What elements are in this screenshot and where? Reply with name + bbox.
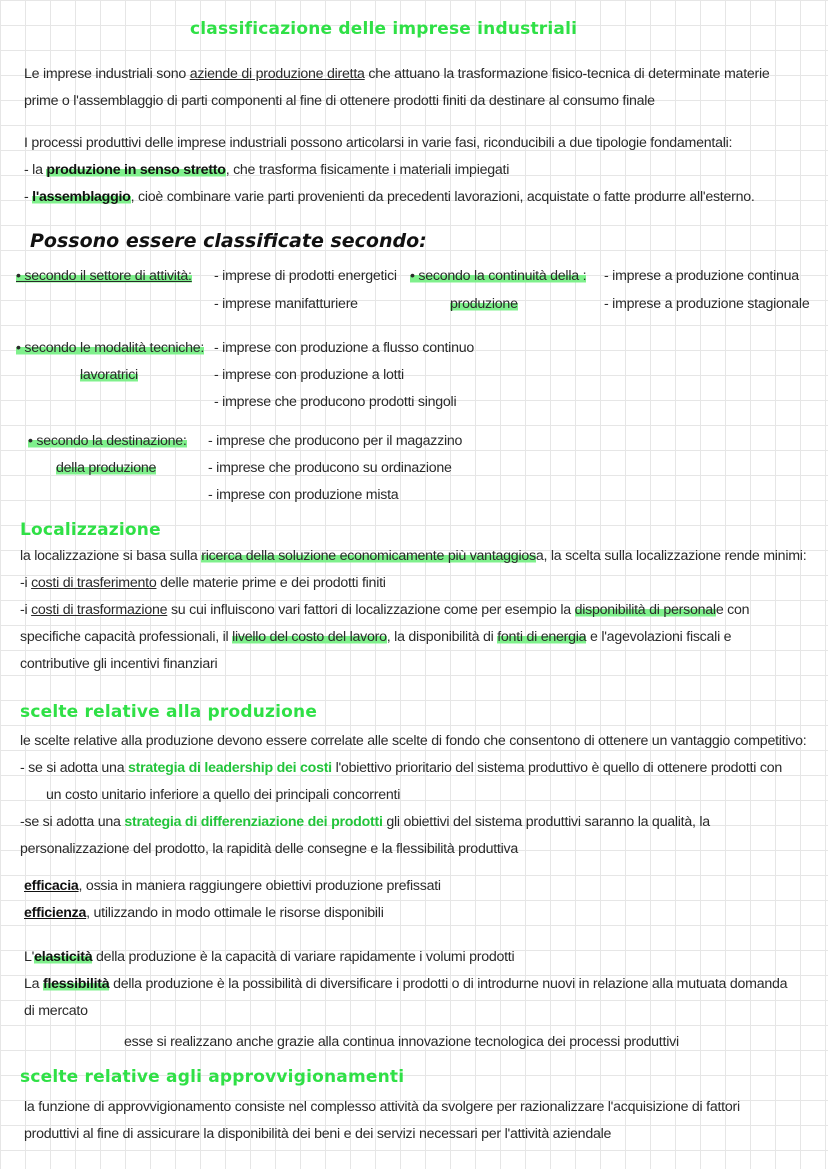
- efficienza-line: [24, 905, 384, 921]
- destinazione-item-1: - imprese che producono per il magazzino: [208, 433, 463, 449]
- text: della produzione è la capacità di variare rapidamente i volumi prodotti: [92, 949, 515, 965]
- highlighted-term: elasticità: [34, 949, 93, 965]
- bold-term: efficienza: [24, 905, 87, 921]
- classification-heading: Possono essere classificate secondo:: [30, 230, 427, 252]
- localizzazione-line-2: [20, 575, 386, 591]
- approvvigionamenti-heading: scelte relative agli approvvigionamenti: [20, 1067, 405, 1087]
- text: -: [24, 189, 33, 205]
- text: che attuano la trasformazione fisico-tecnica di determinate materie: [364, 66, 770, 82]
- produzione-line-5: personalizzazione del prodotto, la rapidità delle consegne e la flessibilità produttiva: [20, 841, 518, 857]
- approvvigionamenti-line-1: la funzione di approvvigionamento consiste nel complesso attività da svolgere per razionalizzare l'acquisizione di fattori: [24, 1099, 740, 1115]
- text: , ossia in maniera raggiungere obiettivi produzione prefissati: [78, 878, 441, 894]
- modalita-label: [16, 340, 204, 356]
- highlighted-term: • secondo la continuità della :: [410, 268, 587, 284]
- produzione-line-4: [20, 814, 710, 830]
- localizzazione-line-4: [20, 629, 731, 645]
- page-title: classificazione delle imprese industriali: [190, 19, 578, 39]
- text: - se si adotta una: [20, 760, 129, 776]
- efficacia-line: [24, 878, 441, 894]
- highlighted-term: • secondo le modalità tecniche:: [16, 340, 205, 356]
- highlighted-term: fonti di energia: [497, 629, 587, 645]
- text: -i: [20, 602, 32, 618]
- intro-line-2: prime o l'assemblaggio di parti componenti al fine di ottenere prodotti finiti da destinare al consumo finale: [24, 93, 655, 109]
- continuita-label-2: [450, 296, 518, 312]
- intro-line-1: [24, 66, 770, 82]
- continuita-label: [410, 268, 586, 284]
- green-term: strategia di differenziazione dei prodotti: [124, 814, 383, 830]
- elasticita-line: [24, 949, 514, 965]
- modalita-item-1: - imprese con produzione a flusso continuo: [214, 340, 475, 356]
- text: gli obiettivi del sistema produttivi saranno la qualità, la: [382, 814, 710, 830]
- text: , utilizzando in modo ottimale le risorse disponibili: [86, 905, 384, 921]
- highlighted-term: livello del costo del lavoro: [232, 629, 387, 645]
- flessibilita-line-2: di mercato: [24, 1003, 88, 1019]
- destinazione-item-2: - imprese che producono su ordinazione: [208, 460, 452, 476]
- highlighted-term: lavoratrici: [80, 367, 138, 383]
- green-term: strategia di leadership dei costi: [128, 760, 332, 776]
- text: su cui influiscono vari fattori di localizzazione come per esempio la: [167, 602, 575, 618]
- produzione-line-1: le scelte relative alla produzione devono essere correlate alle scelte di fondo che consentono di ottenere un vantaggio competitivo:: [20, 733, 807, 749]
- text: la localizzazione si basa sulla: [20, 548, 202, 564]
- text: Le imprese industriali sono: [24, 66, 190, 82]
- processi-line-1: I processi produttivi delle imprese industriali possono articolarsi in varie fasi, riconducibili a due tipologie fondamentali:: [24, 135, 733, 151]
- text: a, la scelta sulla localizzazione rende minimi:: [535, 548, 807, 564]
- highlighted-term: produzione: [450, 296, 518, 312]
- localizzazione-line-3: [20, 602, 749, 618]
- text: , cioè combinare varie parti provenienti da precedenti lavorazioni, acquistate o fatte produrre all'esterno.: [130, 189, 755, 205]
- text: e con: [715, 602, 750, 618]
- produzione-line-2: [20, 760, 782, 776]
- modalita-item-2: - imprese con produzione a lotti: [214, 367, 404, 383]
- destinazione-item-3: - imprese con produzione mista: [208, 487, 399, 503]
- text: -se si adotta una: [20, 814, 125, 830]
- destinazione-label-2: [56, 460, 156, 476]
- localizzazione-line-5: contributive gli incentivi finanziari: [20, 656, 218, 672]
- highlighted-term: disponibilità di personal: [574, 602, 716, 618]
- destinazione-label: [28, 433, 187, 449]
- text: L': [24, 949, 35, 965]
- text: e l'agevolazioni fiscali e: [586, 629, 732, 645]
- modalita-label-2: [80, 367, 138, 383]
- text: La: [24, 976, 43, 992]
- text: l'obiettivo prioritario del sistema produttivo è quello di ottenere prodotti con: [331, 760, 782, 776]
- text: - la: [24, 162, 47, 178]
- text: , che trasforma fisicamente i materiali impiegati: [225, 162, 510, 178]
- text: , la disponibilità di: [386, 629, 498, 645]
- bold-term: efficacia: [24, 878, 79, 894]
- approvvigionamenti-line-2: produttivi al fine di assicurare la disponibilità dei beni e dei servizi necessari per l'attività aziendale: [24, 1126, 612, 1142]
- highlighted-term: ricerca della soluzione economicamente più vantaggios: [201, 548, 536, 564]
- localizzazione-heading: Localizzazione: [20, 520, 161, 540]
- modalita-item-3: - imprese che producono prodotti singoli: [214, 394, 457, 410]
- settore-label: [16, 268, 192, 284]
- continuita-item-2: - imprese a produzione stagionale: [604, 296, 810, 312]
- underlined-term: costi di trasferimento: [31, 575, 157, 591]
- flessibilita-line-1: [24, 976, 787, 992]
- highlighted-term: • secondo il settore di attività:: [16, 268, 192, 284]
- settore-item-2: - imprese manifatturiere: [214, 296, 358, 312]
- innovazione-note: esse si realizzano anche grazie alla continua innovazione tecnologica dei processi produttivi: [124, 1034, 679, 1050]
- processi-bullet-1: [24, 162, 509, 178]
- text: delle materie prime e dei prodotti finiti: [156, 575, 386, 591]
- continuita-item-1: - imprese a produzione continua: [604, 268, 799, 284]
- underlined-term: costi di trasformazione: [31, 602, 168, 618]
- produzione-line-3: un costo unitario inferiore a quello dei principali concorrenti: [46, 787, 401, 803]
- settore-item-1: - imprese di prodotti energetici: [214, 268, 397, 284]
- text: -i: [20, 575, 32, 591]
- highlighted-term: l'assemblaggio: [32, 189, 131, 205]
- highlighted-term: flessibilità: [42, 976, 110, 992]
- processi-bullet-2: [24, 189, 755, 205]
- text: specifiche capacità professionali, il: [20, 629, 233, 645]
- highlighted-term: produzione in senso stretto: [46, 162, 226, 178]
- text: della produzione è la possibilità di diversificare i prodotti o di introdurne nuovi in relazione alla mutuata domanda: [109, 976, 788, 992]
- localizzazione-line-1: [20, 548, 806, 564]
- produzione-heading: scelte relative alla produzione: [20, 702, 318, 722]
- highlighted-term: della produzione: [56, 460, 157, 476]
- underlined-term: aziende di produzione diretta: [189, 66, 365, 82]
- highlighted-term: • secondo la destinazione:: [28, 433, 187, 449]
